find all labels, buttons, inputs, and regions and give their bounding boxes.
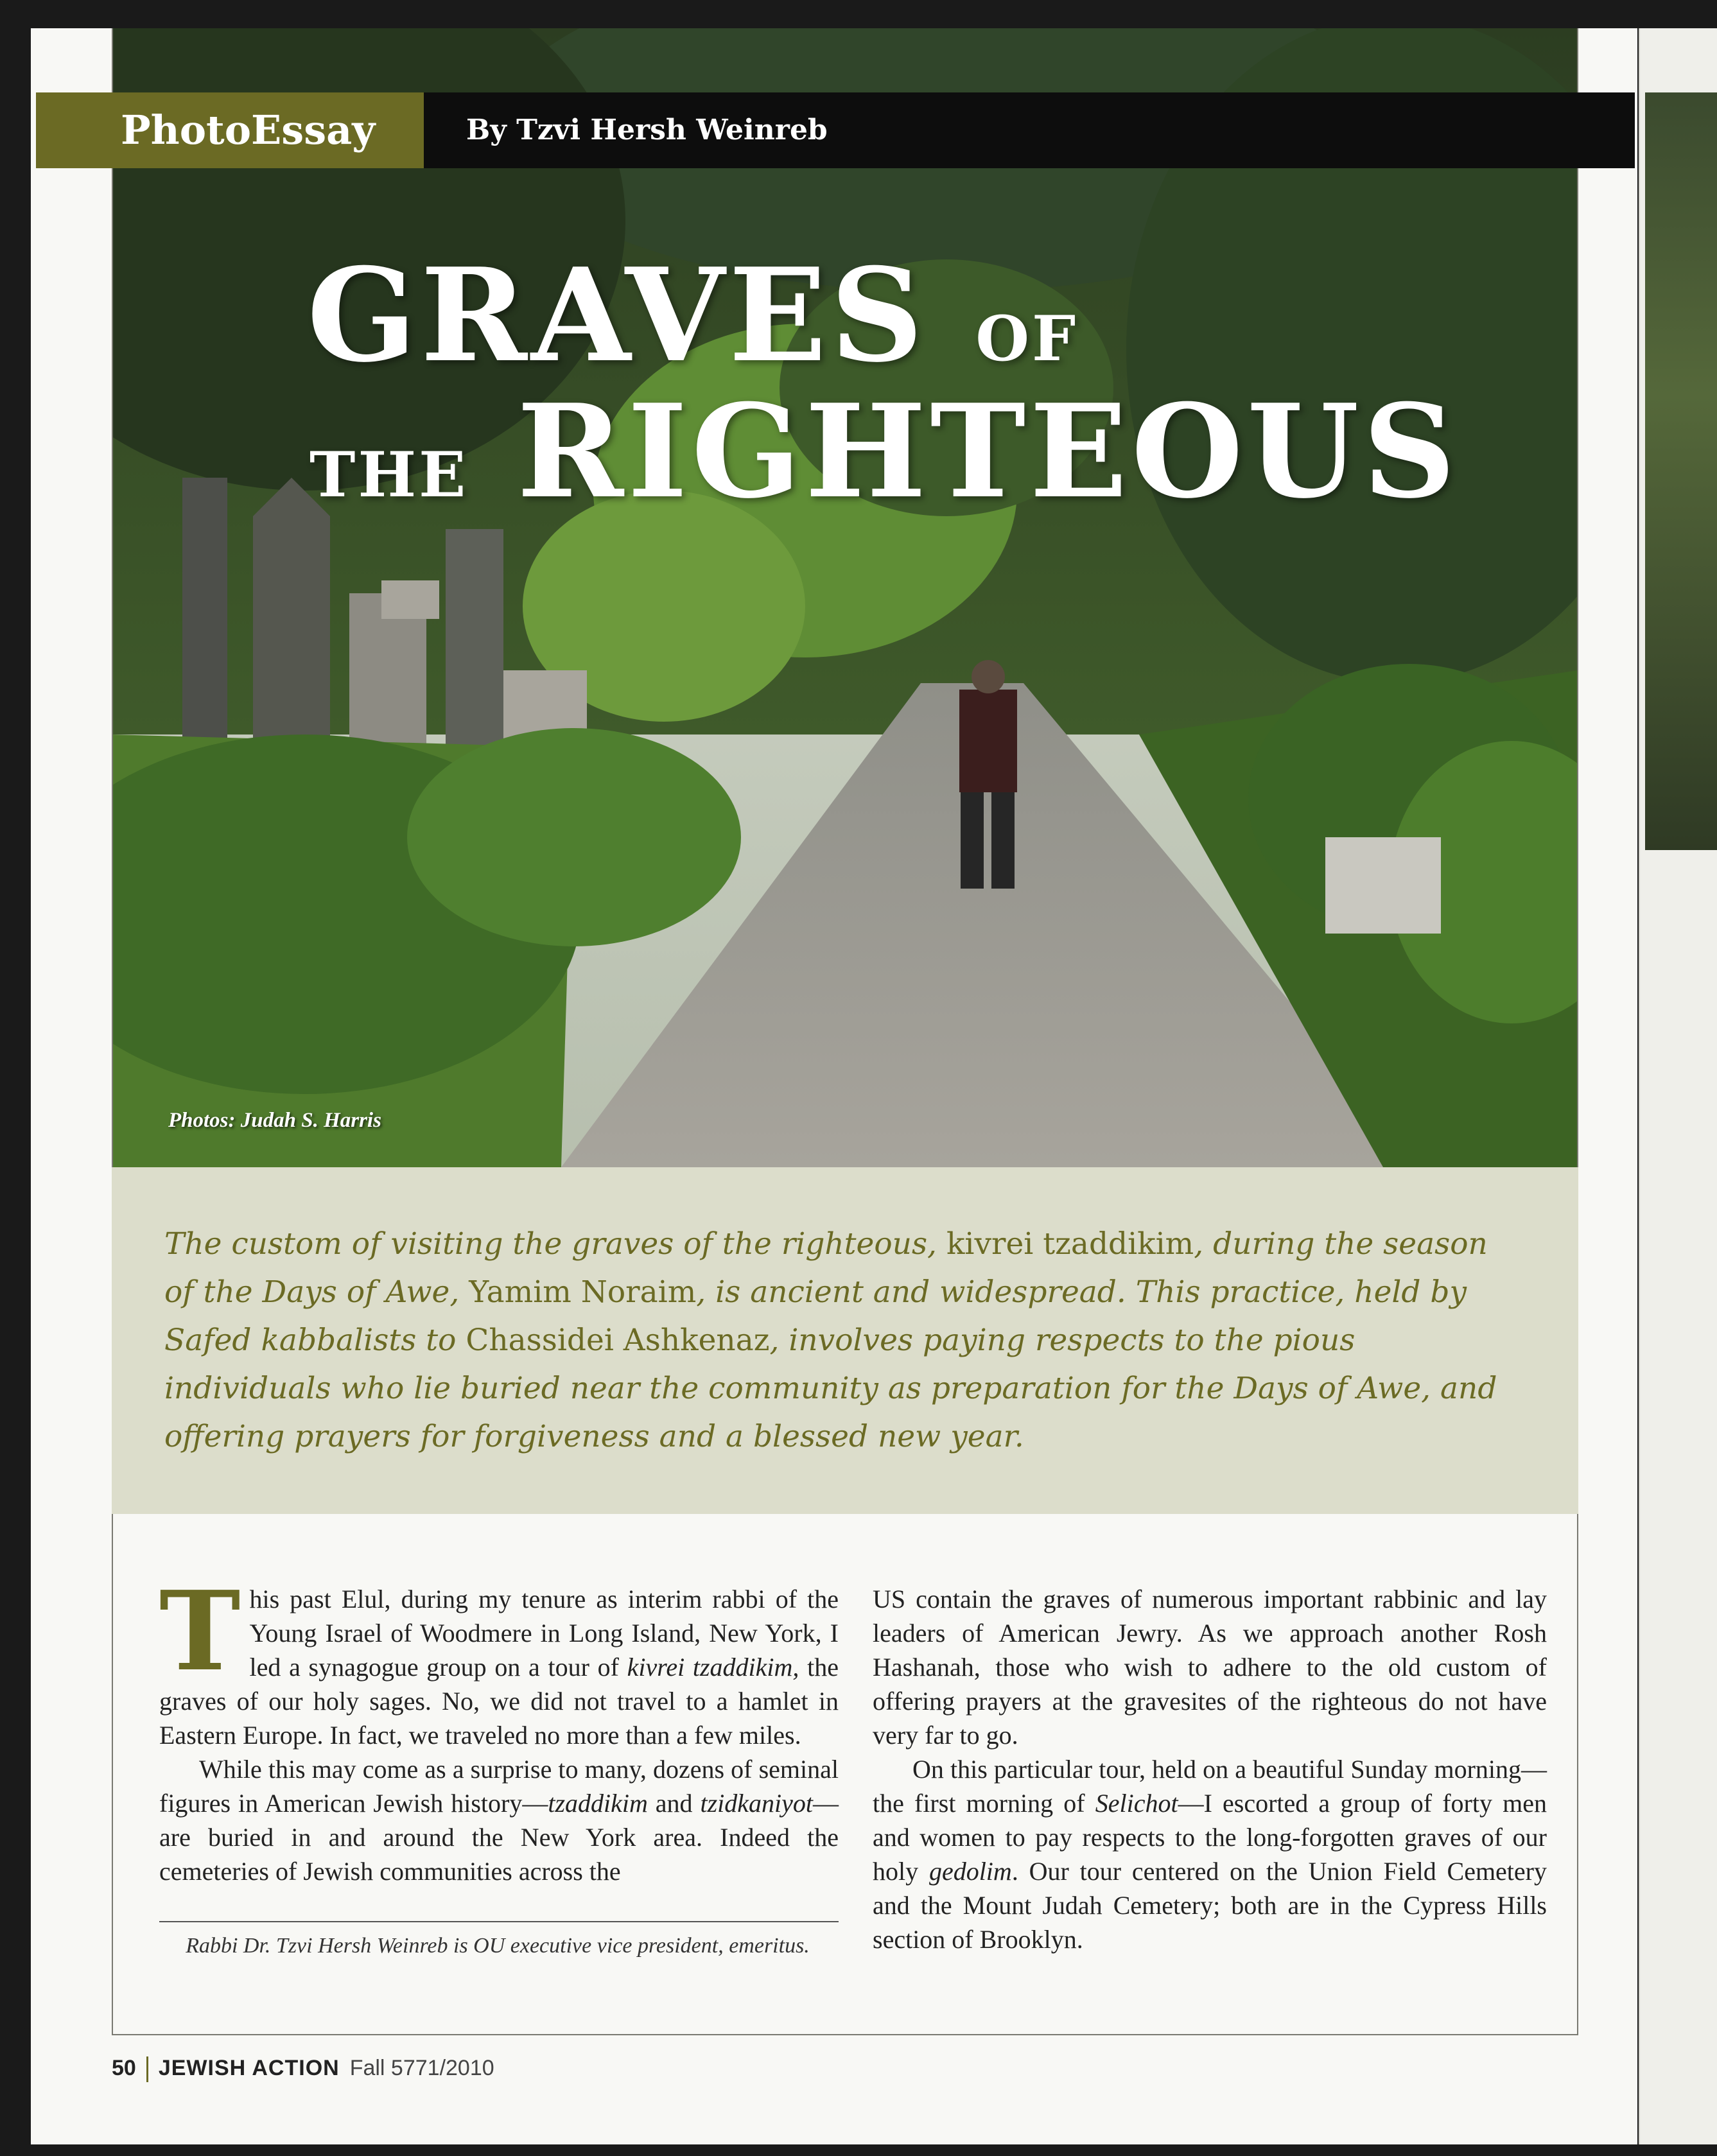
body-text: . Our tour centered on the Union Field Cemetery and the Mount Judah Cemetery; both are in the Cypress Hills section of Brooklyn. <box>873 1857 1547 1954</box>
author-note-rule <box>159 1921 839 1922</box>
body-text: —are buried in and around the New York area. Indeed the cemeteries of Jewish communities across the <box>159 1789 839 1886</box>
body-paragraph-3 <box>873 1752 1547 1956</box>
section-label: PhotoEssay <box>36 92 424 168</box>
title-word-graves: GRAVES <box>307 240 927 391</box>
intro-text: The custom of visiting the graves of the righteous, <box>164 1226 946 1262</box>
body-column-2 <box>873 1582 1547 1956</box>
intro-text: , during the season of the Days of Awe, <box>164 1226 1488 1310</box>
facing-page-photo-edge <box>1645 92 1717 850</box>
body-italic: tzaddikim <box>548 1789 648 1818</box>
page-footer <box>112 2052 494 2084</box>
body-text: On this particular tour, held on a beautiful Sunday morning—the first morning of <box>873 1755 1547 1818</box>
body-text: —I escorted a group of forty men and women to pay respects to the long-forgotten graves of our holy <box>873 1789 1547 1886</box>
body-text: US contain the graves of numerous important rabbinic and lay leaders of American Jewry. As we approach another Rosh Hashanah, those who wish to adhere to the old custom of offering prayers at the gravesites of the righteous do not have very far to go. <box>873 1585 1547 1750</box>
intro-text: , involves paying respects to the pious individuals who lie buried near the community as preparation for the Days of Awe, and offering prayers for forgiveness and a blessed new year. <box>164 1323 1497 1454</box>
footer-divider <box>146 2056 148 2082</box>
body-italic: gedolim <box>928 1857 1012 1886</box>
body-paragraph-1 <box>159 1567 839 1752</box>
magazine-name: JEWISH ACTION <box>158 2056 340 2080</box>
facing-page-edge <box>1639 28 1717 2144</box>
title-word-the: THE <box>309 439 469 511</box>
body-column-1 <box>159 1567 839 1888</box>
intro-paragraph <box>164 1220 1514 1461</box>
intro-deck <box>112 1167 1578 1514</box>
title-word-of: OF <box>975 302 1079 375</box>
intro-text: , is ancient and widespread. This practice, held by Safed kabbalists to <box>164 1274 1467 1358</box>
body-text: and <box>647 1789 701 1818</box>
photo-credit: Photos: Judah S. Harris <box>168 1109 381 1132</box>
body-text: While this may come as a surprise to many, dozens of seminal figures in American Jewish history— <box>159 1755 839 1818</box>
intro-term: Chassidei Ashkenaz <box>466 1323 770 1358</box>
body-text: the graves of our holy sages. No, we did not travel to a hamlet in Eastern Europe. In fact, we traveled no more than a few miles. <box>159 1653 839 1750</box>
drop-cap: T <box>159 1567 241 1696</box>
title-word-righteous: RIGHTEOUS <box>516 376 1460 527</box>
body-italic: kivrei tzaddikim, <box>627 1653 799 1682</box>
body-italic: tzidkaniyot <box>700 1789 813 1818</box>
body-paragraph-2 <box>159 1752 839 1888</box>
author-note: Rabbi Dr. Tzvi Hersh Weinreb is OU executive vice president, emeritus. <box>186 1934 810 1958</box>
body-text: his past Elul, during my tenure as interim rabbi of the Young Israel of Woodmere in Long Island, New York, I led a synagogue group on a tour of <box>249 1585 839 1682</box>
intro-term: kivrei tzaddikim <box>946 1226 1194 1262</box>
intro-term: Yamim Noraim <box>469 1274 697 1310</box>
byline: By Tzvi Hersh Weinreb <box>466 114 828 146</box>
page-number: 50 <box>112 2056 136 2080</box>
issue-date: Fall 5771/2010 <box>349 2056 494 2080</box>
body-paragraph-2-continued <box>873 1582 1547 1752</box>
body-italic: Selichot <box>1095 1789 1178 1818</box>
article-title-line2 <box>309 376 1460 539</box>
